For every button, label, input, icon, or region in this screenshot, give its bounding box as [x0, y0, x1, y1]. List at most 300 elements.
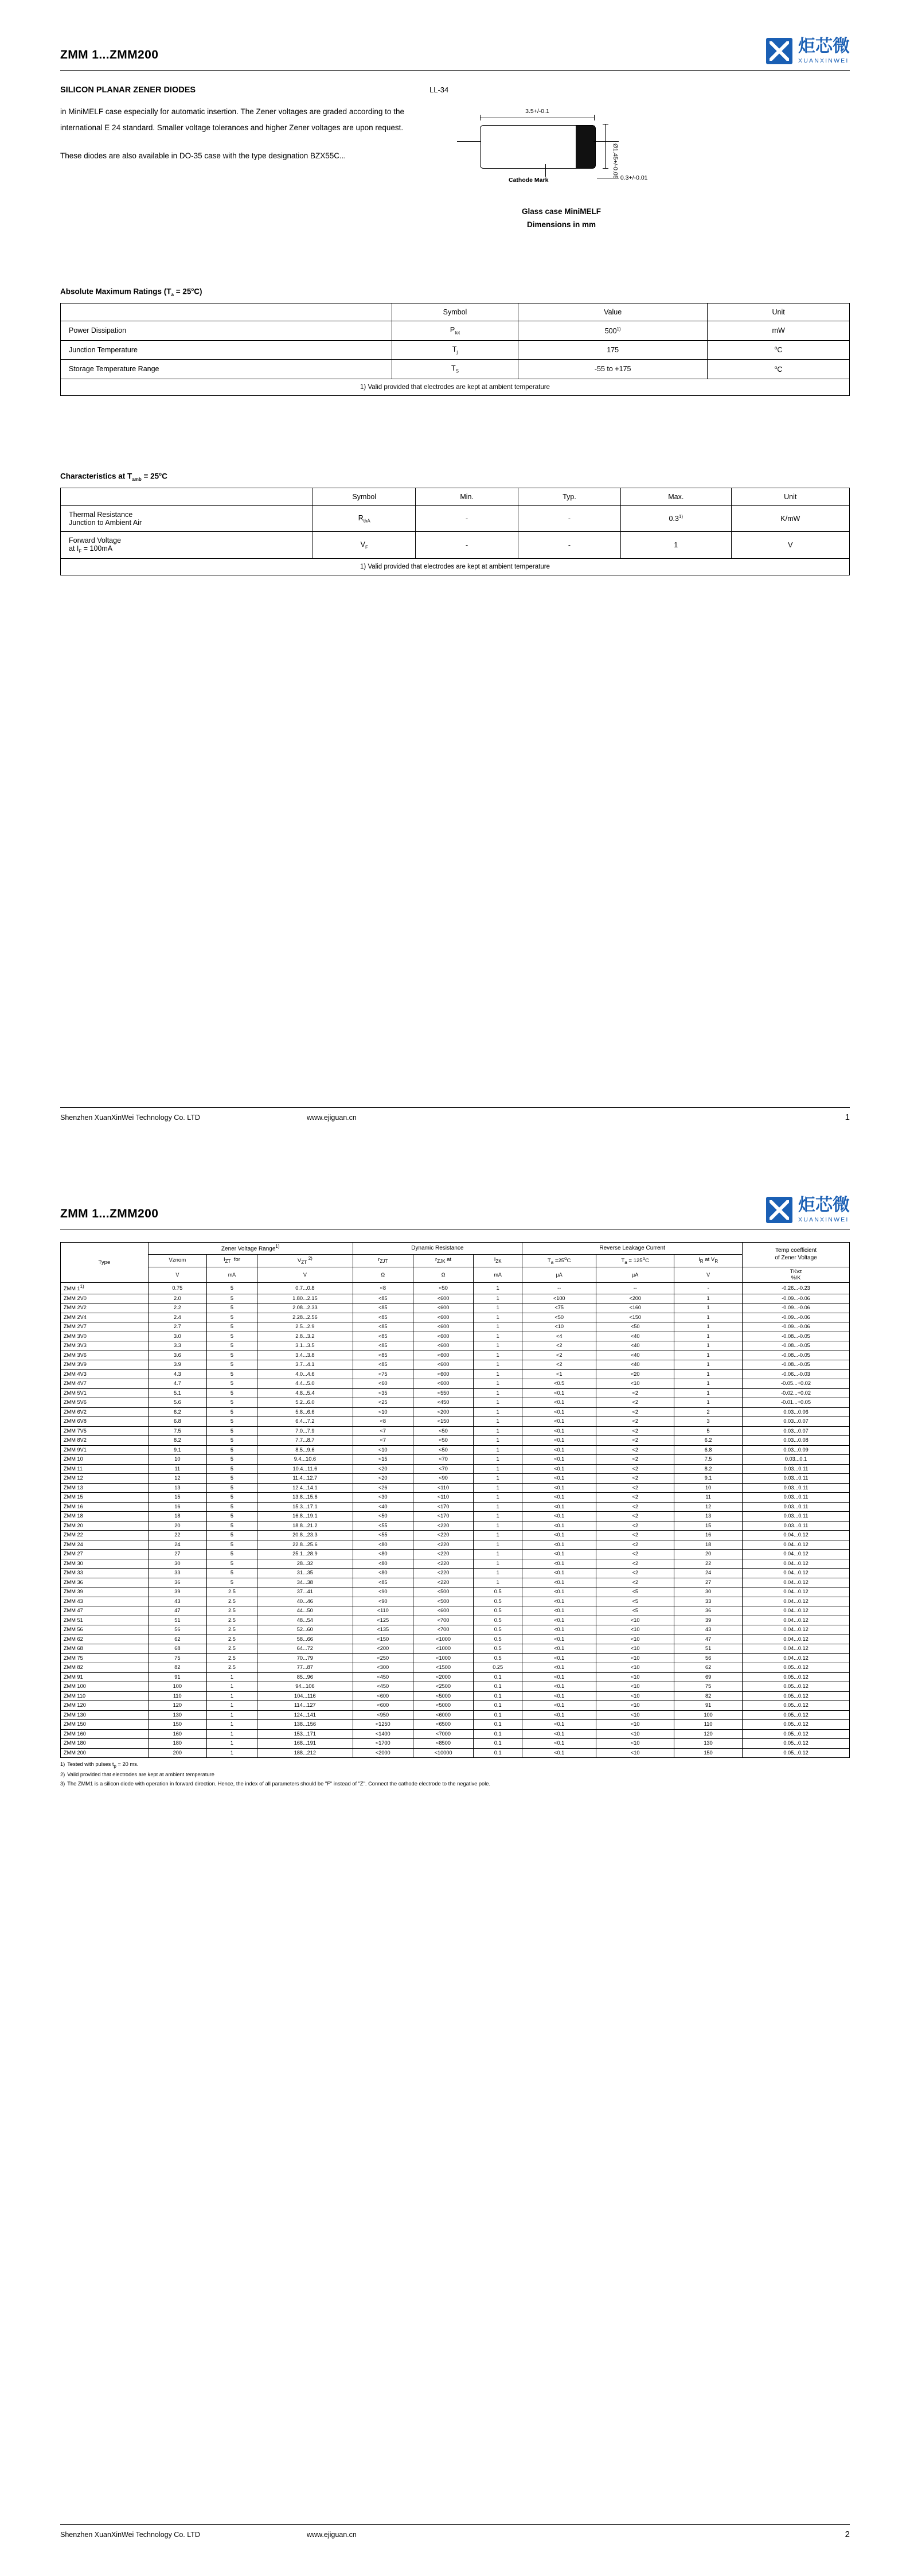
cell-izt: 5: [206, 1521, 257, 1531]
cell-type: ZMM 33: [61, 1569, 149, 1578]
cell-leak-125: <160: [596, 1303, 674, 1313]
cell-leak-25: <2: [522, 1341, 596, 1351]
footer-url[interactable]: www.ejiguan.cn: [307, 2530, 357, 2539]
cell-izt: 2.5: [206, 1597, 257, 1606]
cell-ir-vr: 130: [674, 1739, 743, 1749]
cell-rzjt: <150: [353, 1635, 413, 1644]
cell-leak-125: <10: [596, 1710, 674, 1720]
cell-vznom: 51: [148, 1616, 206, 1625]
cell-izk: 0.5: [474, 1653, 522, 1663]
footnote-row: [60, 1761, 493, 1771]
cell-rzjk: <6500: [413, 1720, 473, 1730]
cell-tkvz: -0.08...-0.05: [743, 1351, 850, 1360]
cell-izk: 0.1: [474, 1720, 522, 1730]
cell-izt: 5: [206, 1341, 257, 1351]
table-row: [61, 1559, 850, 1569]
cell-rzjk: <220: [413, 1531, 473, 1540]
lead-right: [593, 141, 619, 142]
th-min: Min.: [416, 488, 518, 505]
table-unit-row: [61, 1267, 850, 1283]
cell-rzjt: <10: [353, 1407, 413, 1417]
cell-type: ZMM 9V1: [61, 1445, 149, 1455]
cell-rzjt: <950: [353, 1710, 413, 1720]
cell-izt: 1: [206, 1720, 257, 1730]
cell-izk: 1: [474, 1379, 522, 1389]
cell-leak-25: <0.1: [522, 1455, 596, 1465]
drawing-caption: Glass case MiniMELF Dimensions in mm: [521, 207, 602, 229]
cell-vznom: 82: [148, 1663, 206, 1673]
cell-leak-125: <2: [596, 1398, 674, 1408]
cell-rzjk: <220: [413, 1578, 473, 1587]
cell-rzjt: <40: [353, 1502, 413, 1512]
cell-type: ZMM 110: [61, 1691, 149, 1701]
cell-type: ZMM 3V6: [61, 1351, 149, 1360]
table-row: [61, 1464, 850, 1474]
cell-ir-vr: 1: [674, 1294, 743, 1303]
table-row: [61, 1493, 850, 1503]
cell-izk: 1: [474, 1322, 522, 1332]
cell-izt: 5: [206, 1493, 257, 1503]
cell-rzjk: <5000: [413, 1701, 473, 1711]
th-symbol: Symbol: [392, 303, 518, 321]
company-logo: [766, 1197, 850, 1223]
footer-company: Shenzhen XuanXinWei Technology Co. LTD: [60, 2530, 200, 2539]
cell-izk: 1: [474, 1341, 522, 1351]
cell-tkvz: 0.03...0.07: [743, 1426, 850, 1436]
cell-rzjt: <80: [353, 1569, 413, 1578]
cell-leak-125: <2: [596, 1550, 674, 1559]
cell-vznom: 5.1: [148, 1388, 206, 1398]
cell-izk: 1: [474, 1388, 522, 1398]
cell-tkvz: 0.03...0.11: [743, 1464, 850, 1474]
cell-vznom: 75: [148, 1653, 206, 1663]
cell-rzjt: <250: [353, 1653, 413, 1663]
footnote-row: [60, 1780, 493, 1789]
cell-izk: 1: [474, 1455, 522, 1465]
cell-vznom: 43: [148, 1597, 206, 1606]
cell-izt: 5: [206, 1474, 257, 1484]
cell-izt: 5: [206, 1502, 257, 1512]
cell-izt: 5: [206, 1283, 257, 1294]
cell-leak-25: <1: [522, 1369, 596, 1379]
table-row: [61, 360, 850, 379]
table-sub-header-row: [61, 1254, 850, 1267]
page-title: ZMM 1...ZMM200: [60, 48, 159, 61]
cell-type: ZMM 120: [61, 1701, 149, 1711]
cell-rzjk: <50: [413, 1426, 473, 1436]
cell-vznom: 180: [148, 1739, 206, 1749]
cell-rzjt: <10: [353, 1445, 413, 1455]
cell-izk: 0.1: [474, 1748, 522, 1758]
cell-leak-25: <0.1: [522, 1388, 596, 1398]
cell-tkvz: -0.08...-0.05: [743, 1360, 850, 1370]
cell-leak-125: <5: [596, 1597, 674, 1606]
cell-leak-125: <2: [596, 1512, 674, 1522]
cell-izt: 5: [206, 1388, 257, 1398]
cell-izk: 1: [474, 1464, 522, 1474]
table-row: [61, 1379, 850, 1389]
cell-izt: 5: [206, 1540, 257, 1550]
cell-vznom: 20: [148, 1521, 206, 1531]
cell-leak-25: <0.1: [522, 1729, 596, 1739]
cell-leak-125: <10: [596, 1672, 674, 1682]
cell-vznom: 91: [148, 1672, 206, 1682]
cell-izt: 2.5: [206, 1653, 257, 1663]
cell-izt: 5: [206, 1464, 257, 1474]
cell-vznom: 15: [148, 1493, 206, 1503]
table-row: [61, 1436, 850, 1446]
cell-leak-25: <75: [522, 1303, 596, 1313]
cell-tkvz: -0.09...-0.06: [743, 1303, 850, 1313]
cell-type: ZMM 47: [61, 1606, 149, 1616]
cell-tkvz: -0.09...-0.06: [743, 1322, 850, 1332]
cell-tkvz: 0.05...0.12: [743, 1701, 850, 1711]
cell-rzjt: <26: [353, 1483, 413, 1493]
cell-rzjt: <85: [353, 1313, 413, 1322]
cell-izt: 5: [206, 1379, 257, 1389]
cell-vzt: 48...54: [257, 1616, 353, 1625]
cell-type: ZMM 4V7: [61, 1379, 149, 1389]
cell-vznom: 33: [148, 1569, 206, 1578]
package-drawing: 3.5+/-0.1 Ø1.45+/-0.05 0.3+/-0.01 Cathode Mark: [447, 104, 676, 202]
cell-rzjt: <25: [353, 1398, 413, 1408]
unit-ta125: µA: [596, 1267, 674, 1283]
cell-izk: 0.5: [474, 1644, 522, 1654]
cell-tkvz: 0.03...0.08: [743, 1436, 850, 1446]
cell-izk: 1: [474, 1332, 522, 1341]
cell-leak-25: <10: [522, 1322, 596, 1332]
cell-izt: 2.5: [206, 1587, 257, 1597]
cell-rzjt: <600: [353, 1701, 413, 1711]
cell-rzjt: <90: [353, 1597, 413, 1606]
param-symbol: $P_{tot}$: [392, 321, 518, 341]
cell-leak-125: <2: [596, 1540, 674, 1550]
cell-leak-25: <0.1: [522, 1653, 596, 1663]
cell-leak-25: <0.1: [522, 1531, 596, 1540]
cell-vzt: 0.7...0.8: [257, 1283, 353, 1294]
cell-vznom: 24: [148, 1540, 206, 1550]
footnote-text: Valid provided that electrodes are kept at ambient temperature: [67, 1772, 214, 1778]
cell-rzjk: <8500: [413, 1739, 473, 1749]
cell-izk: 1: [474, 1426, 522, 1436]
cell-tkvz: 0.03...0.09: [743, 1445, 850, 1455]
cell-rzjk: <600: [413, 1313, 473, 1322]
characteristics-table: [60, 488, 850, 576]
cell-tkvz: 0.04...0.12: [743, 1587, 850, 1597]
cell-rzjk: <220: [413, 1559, 473, 1569]
cell-leak-25: <0.1: [522, 1417, 596, 1427]
cell-vznom: 9.1: [148, 1445, 206, 1455]
cell-leak-25: <0.5: [522, 1379, 596, 1389]
cell-izt: 5: [206, 1398, 257, 1408]
table-row: [61, 1550, 850, 1559]
lead-left: [457, 141, 481, 142]
table-row: [61, 1445, 850, 1455]
cell-rzjk: <1000: [413, 1644, 473, 1654]
th-vznom: Vznom: [148, 1254, 206, 1267]
cell-leak-125: <10: [596, 1701, 674, 1711]
cell-vznom: 47: [148, 1606, 206, 1616]
cell-tkvz: 0.03...0.11: [743, 1502, 850, 1512]
cell-type: ZMM 180: [61, 1739, 149, 1749]
cell-vzt: 6.4...7.2: [257, 1417, 353, 1427]
cell-leak-125: <2: [596, 1388, 674, 1398]
cell-vznom: 22: [148, 1531, 206, 1540]
cell-type: ZMM 68: [61, 1644, 149, 1654]
cell-izt: 1: [206, 1672, 257, 1682]
logo-pinyin: XUANXINWEI: [798, 1216, 849, 1223]
cell-vzt: 34...38: [257, 1578, 353, 1587]
cell-izk: 1: [474, 1569, 522, 1578]
cell-tkvz: -0.09...-0.06: [743, 1294, 850, 1303]
cell-ir-vr: 39: [674, 1616, 743, 1625]
cell-ir-vr: 120: [674, 1729, 743, 1739]
cell-izk: 0.5: [474, 1616, 522, 1625]
param-name: Power Dissipation: [61, 321, 392, 341]
cell-rzjt: <8: [353, 1417, 413, 1427]
cell-leak-25: <0.1: [522, 1512, 596, 1522]
cell-vznom: 2.7: [148, 1322, 206, 1332]
cell-vznom: 12: [148, 1474, 206, 1484]
cell-leak-125: <10: [596, 1663, 674, 1673]
param-typ: -: [518, 531, 621, 559]
cell-tkvz: 0.05...0.12: [743, 1691, 850, 1701]
cell-vznom: 2.2: [148, 1303, 206, 1313]
cell-vzt: 3.1...3.5: [257, 1341, 353, 1351]
cell-type: ZMM 8V2: [61, 1436, 149, 1446]
param-min: -: [416, 505, 518, 531]
cell-leak-25: <0.1: [522, 1701, 596, 1711]
cell-tkvz: 0.04...0.12: [743, 1569, 850, 1578]
cell-leak-125: <10: [596, 1625, 674, 1635]
cell-ir-vr: 12: [674, 1502, 743, 1512]
cell-leak-25: <0.1: [522, 1691, 596, 1701]
cell-leak-25: <0.1: [522, 1578, 596, 1587]
cell-rzjk: <70: [413, 1464, 473, 1474]
cell-tkvz: 0.04...0.12: [743, 1606, 850, 1616]
cell-izk: 0.1: [474, 1710, 522, 1720]
table-row: [61, 1388, 850, 1398]
th-unit: Unit: [708, 303, 850, 321]
cell-vzt: 168...191: [257, 1739, 353, 1749]
footer-url[interactable]: www.ejiguan.cn: [307, 1113, 357, 1122]
cell-rzjt: <55: [353, 1521, 413, 1531]
table-footnotes: [60, 1761, 850, 1789]
cell-ir-vr: 9.1: [674, 1474, 743, 1484]
cell-vzt: 64...72: [257, 1644, 353, 1654]
cell-tkvz: 0.03...0.11: [743, 1493, 850, 1503]
cell-izk: 1: [474, 1294, 522, 1303]
cell-tkvz: 0.04...0.12: [743, 1653, 850, 1663]
cell-ir-vr: 18: [674, 1540, 743, 1550]
cell-ir-vr: -: [674, 1283, 743, 1294]
cell-izt: 2.5: [206, 1635, 257, 1644]
unit-tkvz: TKvz %/K: [743, 1267, 850, 1283]
table-row: [61, 1455, 850, 1465]
cell-type: ZMM 5V6: [61, 1398, 149, 1408]
cell-tkvz: -0.08...-0.05: [743, 1341, 850, 1351]
table-row: [61, 1748, 850, 1758]
cell-leak-125: <2: [596, 1483, 674, 1493]
cell-rzjt: <60: [353, 1379, 413, 1389]
cell-vznom: 62: [148, 1635, 206, 1644]
cell-vzt: 20.8...23.3: [257, 1531, 353, 1540]
absolute-max-ratings-block: [60, 287, 850, 396]
table-row: [61, 1332, 850, 1341]
cell-rzjk: <170: [413, 1512, 473, 1522]
cell-ir-vr: 56: [674, 1653, 743, 1663]
cell-type: ZMM 3V9: [61, 1360, 149, 1370]
cell-leak-25: <0.1: [522, 1663, 596, 1673]
dimension-length: 3.5+/-0.1: [480, 108, 595, 120]
cell-rzjt: <35: [353, 1388, 413, 1398]
cell-rzjk: <600: [413, 1351, 473, 1360]
th-blank: [61, 488, 313, 505]
cell-vznom: 36: [148, 1578, 206, 1587]
cell-vzt: 138...156: [257, 1720, 353, 1730]
table-row: [61, 1322, 850, 1332]
cell-type: ZMM 27: [61, 1550, 149, 1559]
cell-tkvz: -0.08...-0.05: [743, 1332, 850, 1341]
cell-ir-vr: 36: [674, 1606, 743, 1616]
cell-rzjk: <600: [413, 1332, 473, 1341]
cell-ir-vr: 20: [674, 1550, 743, 1559]
page-header: [60, 0, 850, 64]
cell-type: ZMM 18: [61, 1512, 149, 1522]
cell-type: ZMM 20: [61, 1521, 149, 1531]
cell-ir-vr: 100: [674, 1710, 743, 1720]
param-name: Junction Temperature: [61, 340, 392, 360]
cell-vzt: 188...212: [257, 1748, 353, 1758]
cell-tkvz: 0.05...0.12: [743, 1682, 850, 1692]
th-temp-coefficient: Temp coefficient of Zener Voltage: [743, 1243, 850, 1267]
cell-izk: 1: [474, 1578, 522, 1587]
cell-vzt: 7.0...7.9: [257, 1426, 353, 1436]
cell-leak-25: <0.1: [522, 1672, 596, 1682]
cell-tkvz: 0.05...0.12: [743, 1748, 850, 1758]
cell-tkvz: -0.26...-0.23: [743, 1283, 850, 1294]
cell-izt: 5: [206, 1369, 257, 1379]
cell-izk: 0.1: [474, 1701, 522, 1711]
cell-vznom: 4.3: [148, 1369, 206, 1379]
cell-izk: 0.1: [474, 1672, 522, 1682]
cell-type: ZMM 200: [61, 1748, 149, 1758]
cell-tkvz: -0.02...+0.02: [743, 1388, 850, 1398]
table-header-row: [61, 303, 850, 321]
footer-page-number: 1: [845, 1112, 850, 1122]
param-name: Thermal Resistance Junction to Ambient Air: [61, 505, 313, 531]
param-unit: $^o$C: [708, 340, 850, 360]
th-ta125: $T_a = 125^oC$: [596, 1254, 674, 1267]
table-row: [61, 1710, 850, 1720]
cell-type: ZMM 1$^{1)}$: [61, 1283, 149, 1294]
cell-tkvz: 0.04...0.12: [743, 1559, 850, 1569]
cell-izt: 1: [206, 1729, 257, 1739]
cell-rzjt: <7: [353, 1436, 413, 1446]
param-value: 175: [518, 340, 708, 360]
cell-rzjt: <450: [353, 1672, 413, 1682]
cell-type: ZMM 130: [61, 1710, 149, 1720]
table-row: [61, 1398, 850, 1408]
header-divider: [60, 70, 850, 71]
intro-heading: SILICON PLANAR ZENER DIODES: [60, 85, 196, 95]
table-row: [61, 340, 850, 360]
table-note: 1) Valid provided that electrodes are kept at ambient temperature: [61, 559, 850, 575]
cell-vzt: 124...141: [257, 1710, 353, 1720]
cell-leak-25: <0.1: [522, 1720, 596, 1730]
cell-tkvz: 0.04...0.12: [743, 1531, 850, 1540]
cell-leak-125: <2: [596, 1417, 674, 1427]
cell-rzjk: <600: [413, 1303, 473, 1313]
cell-rzjk: <1000: [413, 1653, 473, 1663]
table-row: [61, 321, 850, 341]
cell-type: ZMM 36: [61, 1578, 149, 1587]
cell-izt: 2.5: [206, 1644, 257, 1654]
cell-vzt: 2.08...2.33: [257, 1303, 353, 1313]
cell-izk: 1: [474, 1417, 522, 1427]
cell-ir-vr: 1: [674, 1398, 743, 1408]
table-row: [61, 1616, 850, 1625]
page-title: ZMM 1...ZMM200: [60, 1207, 159, 1220]
cell-izt: 5: [206, 1569, 257, 1578]
cell-type: ZMM 51: [61, 1616, 149, 1625]
table-row: [61, 1691, 850, 1701]
cell-leak-25: <0.1: [522, 1644, 596, 1654]
table-row: [61, 1283, 850, 1294]
cell-vzt: 3.4...3.8: [257, 1351, 353, 1360]
param-symbol: $T_S$: [392, 360, 518, 379]
cell-rzjk: <10000: [413, 1748, 473, 1758]
cell-type: ZMM 11: [61, 1464, 149, 1474]
param-value: -55 to +175: [518, 360, 708, 379]
cell-izt: 2.5: [206, 1616, 257, 1625]
cell-tkvz: 0.04...0.12: [743, 1550, 850, 1559]
cell-rzjk: <600: [413, 1294, 473, 1303]
cell-izk: 1: [474, 1369, 522, 1379]
th-max: Max.: [620, 488, 731, 505]
cell-izt: 5: [206, 1303, 257, 1313]
cell-ir-vr: 91: [674, 1701, 743, 1711]
param-symbol: $V_F$: [313, 531, 416, 559]
cell-rzjk: <600: [413, 1606, 473, 1616]
cell-rzjt: <600: [353, 1691, 413, 1701]
cell-leak-25: <0.1: [522, 1474, 596, 1484]
footer-page-number: 2: [845, 2530, 850, 2539]
cell-rzjk: <450: [413, 1398, 473, 1408]
cell-rzjt: <20: [353, 1474, 413, 1484]
cell-type: ZMM 62: [61, 1635, 149, 1644]
cell-vznom: 2.0: [148, 1294, 206, 1303]
cell-type: ZMM 3V0: [61, 1332, 149, 1341]
cell-rzjk: <110: [413, 1493, 473, 1503]
table-note-row: [61, 559, 850, 575]
cell-izk: 1: [474, 1531, 522, 1540]
table-row: [61, 1540, 850, 1550]
cell-ir-vr: 110: [674, 1720, 743, 1730]
cell-vzt: 94...106: [257, 1682, 353, 1692]
absolute-max-table: [60, 303, 850, 396]
cell-rzjk: <50: [413, 1445, 473, 1455]
cell-type: ZMM 82: [61, 1663, 149, 1673]
cell-vznom: 3.9: [148, 1360, 206, 1370]
table-row: [61, 1682, 850, 1692]
cell-ir-vr: 11: [674, 1493, 743, 1503]
cell-tkvz: 0.03...0.06: [743, 1407, 850, 1417]
cell-ir-vr: 43: [674, 1625, 743, 1635]
dimension-lead: 0.3+/-0.01: [597, 174, 648, 181]
cell-type: ZMM 10: [61, 1455, 149, 1465]
unit-ta25: µA: [522, 1267, 596, 1283]
